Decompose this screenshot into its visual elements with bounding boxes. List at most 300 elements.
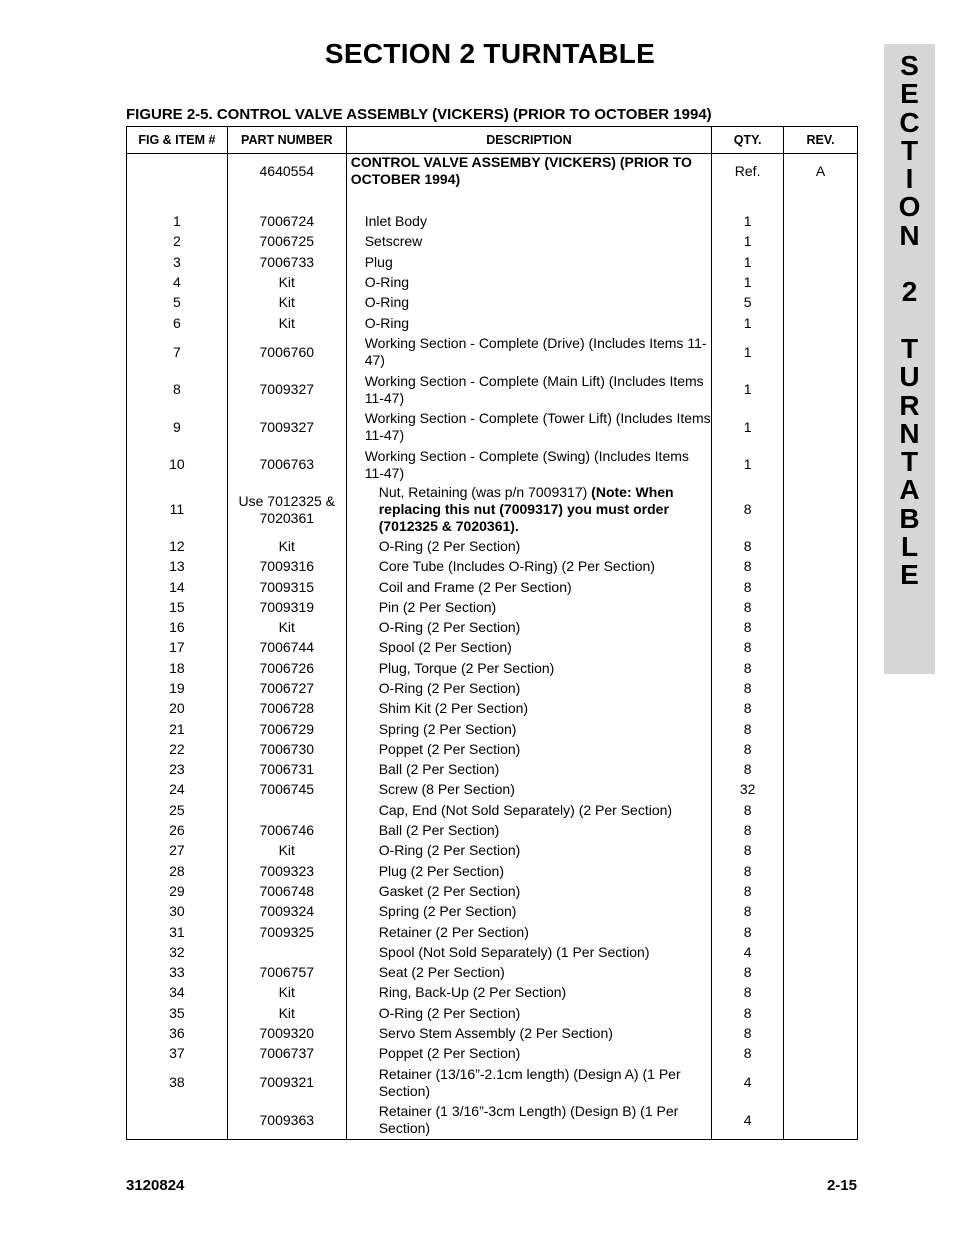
description-cell <box>346 881 711 901</box>
item-number-cell: 16 <box>127 617 228 637</box>
table-row <box>127 1003 858 1023</box>
rev-cell <box>784 577 858 597</box>
table-row <box>127 446 858 484</box>
table-row <box>127 272 858 292</box>
part-number-cell <box>227 942 346 962</box>
description-label: Spring (2 Per Section) <box>378 720 517 737</box>
page-title: SECTION 2 TURNTABLE <box>324 38 656 69</box>
part-number-cell: 7006746 <box>227 820 346 840</box>
description-cell <box>346 272 711 292</box>
item-number-cell <box>127 1102 228 1140</box>
description-cell <box>346 408 711 446</box>
description-cell <box>346 739 711 759</box>
table-row <box>127 1044 858 1064</box>
table-row <box>127 212 858 232</box>
side-tab-letter: S <box>900 50 919 81</box>
side-tab-letter: T <box>900 332 919 364</box>
item-number-cell: 27 <box>127 841 228 861</box>
description-cell <box>346 333 711 371</box>
part-number-cell: 7006725 <box>227 232 346 252</box>
description-label: Plug <box>364 253 393 270</box>
item-number-cell: 3 <box>127 252 228 272</box>
qty-cell: 1 <box>712 371 784 409</box>
item-number-cell: 34 <box>127 983 228 1003</box>
rev-cell <box>784 1044 858 1064</box>
qty-cell: Ref. <box>712 154 784 189</box>
part-number-cell: 7006744 <box>227 638 346 658</box>
part-number-cell: 7006763 <box>227 446 346 484</box>
description-cell <box>346 557 711 577</box>
description-label: Screw (8 Per Section) <box>378 781 515 798</box>
rev-cell <box>784 408 858 446</box>
qty-cell: 8 <box>712 760 784 780</box>
rev-cell <box>784 557 858 577</box>
qty-cell: 1 <box>712 232 784 252</box>
document-number: 3120824 <box>126 1177 185 1194</box>
description-cell <box>346 780 711 800</box>
part-number-cell: 7006730 <box>227 739 346 759</box>
rev-cell <box>784 212 858 232</box>
description-text <box>347 484 711 535</box>
parts-table <box>126 126 858 1140</box>
description-text <box>347 233 711 250</box>
part-number-cell: Use 7012325 & 7020361 <box>227 483 346 536</box>
qty-cell: 8 <box>712 922 784 942</box>
part-number-cell: 7009315 <box>227 577 346 597</box>
description-text <box>347 863 711 880</box>
part-number-cell: Kit <box>227 1003 346 1023</box>
description-text <box>347 579 711 596</box>
rev-cell <box>784 820 858 840</box>
qty-cell: 4 <box>712 1064 784 1102</box>
spacer-cell <box>227 189 346 212</box>
rev-cell <box>784 780 858 800</box>
item-number-cell: 19 <box>127 678 228 698</box>
table-row <box>127 760 858 780</box>
spacer-cell <box>346 189 711 212</box>
rev-cell <box>784 232 858 252</box>
description-label: O-Ring <box>364 294 410 311</box>
part-number-cell: 7006727 <box>227 678 346 698</box>
side-tab-letter: U <box>899 361 920 393</box>
part-number-cell: 7006737 <box>227 1044 346 1064</box>
qty-cell: 8 <box>712 963 784 983</box>
side-tab-letter: C <box>899 106 920 138</box>
spacer-cell <box>712 189 784 212</box>
qty-cell: 8 <box>712 861 784 881</box>
description-text <box>347 1066 711 1100</box>
part-number-cell: 7009327 <box>227 371 346 409</box>
rev-cell <box>784 371 858 409</box>
description-text <box>347 700 711 717</box>
table-row <box>127 922 858 942</box>
description-text <box>347 315 711 332</box>
item-number-cell: 10 <box>127 446 228 484</box>
rev-cell <box>784 333 858 371</box>
description-label: Working Section - Complete (Main Lift) (Includes Items 11-47) <box>364 372 704 406</box>
item-number-cell: 2 <box>127 232 228 252</box>
qty-cell: 8 <box>712 536 784 556</box>
description-label: Servo Stem Assembly (2 Per Section) <box>378 1025 613 1042</box>
rev-cell <box>784 861 858 881</box>
description-label: Retainer (1 3/16”-3cm Length) (Design B) (1 Per Section) <box>378 1103 679 1136</box>
table-row <box>127 881 858 901</box>
rev-cell <box>784 760 858 780</box>
item-number-cell: 20 <box>127 699 228 719</box>
description-cell <box>346 963 711 983</box>
description-label: Gasket (2 Per Section) <box>378 882 521 899</box>
part-number-cell: 7009319 <box>227 597 346 617</box>
header-rev: REV. <box>784 127 858 154</box>
description-cell <box>346 1064 711 1102</box>
description-label: Retainer (13/16”-2.1cm length) (Design A) (1 Per Section) <box>378 1065 681 1099</box>
table-row <box>127 1023 858 1043</box>
description-text <box>347 984 711 1001</box>
table-row <box>127 557 858 577</box>
rev-cell <box>784 1102 858 1140</box>
item-number-cell: 36 <box>127 1023 228 1043</box>
side-tab-letter <box>884 307 935 335</box>
item-number-cell: 30 <box>127 902 228 922</box>
description-cell <box>346 617 711 637</box>
table-row <box>127 252 858 272</box>
item-number-cell: 4 <box>127 272 228 292</box>
description-label: Spool (2 Per Section) <box>378 639 512 656</box>
table-row <box>127 861 858 881</box>
qty-cell: 1 <box>712 212 784 232</box>
rev-cell <box>784 739 858 759</box>
description-cell <box>346 638 711 658</box>
part-number-cell: 7006745 <box>227 780 346 800</box>
description-label: Shim Kit (2 Per Section) <box>378 700 529 717</box>
description-text <box>347 254 711 271</box>
rev-cell <box>784 881 858 901</box>
qty-cell: 8 <box>712 983 784 1003</box>
part-number-cell: Kit <box>227 841 346 861</box>
description-label: Ring, Back-Up (2 Per Section) <box>378 984 567 1001</box>
description-label: O-Ring <box>364 274 410 291</box>
rev-cell <box>784 638 858 658</box>
item-number-cell: 33 <box>127 963 228 983</box>
item-number-cell: 29 <box>127 881 228 901</box>
qty-cell: 8 <box>712 678 784 698</box>
qty-cell: 8 <box>712 658 784 678</box>
side-tab-letter: N <box>899 219 920 251</box>
side-tab-letter: T <box>900 446 919 478</box>
description-text <box>347 944 711 961</box>
part-number-cell: 7009323 <box>227 861 346 881</box>
side-tab-letter: O <box>898 191 921 223</box>
side-tab-letter: 2 <box>901 276 918 308</box>
description-cell <box>346 212 711 232</box>
description-label: Seat (2 Per Section) <box>378 964 505 981</box>
item-number-cell: 31 <box>127 922 228 942</box>
table-row <box>127 841 858 861</box>
figure-title: FIGURE 2-5. CONTROL VALVE ASSEMBLY (VICKERS) (PRIOR TO OCTOBER 1994) <box>126 106 712 123</box>
description-text <box>347 448 711 482</box>
qty-cell: 8 <box>712 617 784 637</box>
item-number-cell: 13 <box>127 557 228 577</box>
description-cell <box>346 699 711 719</box>
table-row <box>127 963 858 983</box>
item-number-cell: 35 <box>127 1003 228 1023</box>
description-label: Retainer (2 Per Section) <box>378 923 529 940</box>
rev-cell <box>784 483 858 536</box>
table-row <box>127 483 858 536</box>
qty-cell: 8 <box>712 1044 784 1064</box>
item-number-cell: 38 <box>127 1064 228 1102</box>
item-number-cell: 7 <box>127 333 228 371</box>
description-cell <box>346 1044 711 1064</box>
qty-cell: 8 <box>712 739 784 759</box>
qty-cell: 5 <box>712 293 784 313</box>
qty-cell: 1 <box>712 252 784 272</box>
description-text <box>347 335 711 369</box>
item-number-cell: 25 <box>127 800 228 820</box>
description-cell <box>346 922 711 942</box>
part-number-cell: 7006726 <box>227 658 346 678</box>
item-number-cell: 28 <box>127 861 228 881</box>
description-label: O-Ring (2 Per Section) <box>378 537 521 554</box>
part-number-cell: 7009321 <box>227 1064 346 1102</box>
description-label: Ball (2 Per Section) <box>378 822 500 839</box>
side-tab-letter: E <box>900 78 919 110</box>
table-row <box>127 942 858 962</box>
description-label: CONTROL VALVE ASSEMBY (VICKERS) (PRIOR TO OCTOBER 1994) <box>350 154 692 188</box>
description-label: O-Ring (2 Per Section) <box>378 680 521 696</box>
side-tab-letter: L <box>900 531 919 563</box>
rev-cell <box>784 699 858 719</box>
description-cell <box>346 577 711 597</box>
item-number-cell: 8 <box>127 371 228 409</box>
rev-cell <box>784 272 858 292</box>
description-text <box>347 154 711 188</box>
spacer-cell <box>784 189 858 212</box>
header-description: DESCRIPTION <box>346 127 711 154</box>
description-text <box>347 924 711 941</box>
spacer-cell <box>127 189 228 212</box>
part-number-cell: 7006748 <box>227 881 346 901</box>
rev-cell <box>784 1003 858 1023</box>
description-label: Working Section - Complete (Tower Lift) (Includes Items 11-47) <box>364 410 711 444</box>
description-cell <box>346 536 711 556</box>
header-fig-item: FIG & ITEM # <box>127 127 228 154</box>
description-text <box>347 1045 711 1062</box>
qty-cell: 8 <box>712 557 784 577</box>
description-text <box>347 410 711 444</box>
description-text <box>347 781 711 798</box>
side-tab-letter <box>884 250 935 278</box>
description-label: Poppet (2 Per Section) <box>378 1045 521 1062</box>
description-text <box>347 680 711 697</box>
description-text <box>347 660 711 677</box>
parts-table-body <box>127 154 858 1140</box>
qty-cell: 1 <box>712 446 784 484</box>
item-number-cell: 1 <box>127 212 228 232</box>
description-label: Working Section - Complete (Drive) (Includes Items 11-47) <box>364 335 707 369</box>
qty-cell: 8 <box>712 719 784 739</box>
description-cell <box>346 597 711 617</box>
description-label: Cap, End (Not Sold Separately) (2 Per Section) <box>378 801 673 818</box>
qty-cell: 32 <box>712 780 784 800</box>
qty-cell: 8 <box>712 881 784 901</box>
qty-cell: 8 <box>712 841 784 861</box>
part-number-cell: Kit <box>227 536 346 556</box>
description-text <box>347 761 711 778</box>
description-label: Poppet (2 Per Section) <box>378 740 521 757</box>
description-label: Nut, Retaining (was p/n 7009317) <box>378 484 592 501</box>
item-number-cell: 26 <box>127 820 228 840</box>
rev-cell <box>784 658 858 678</box>
description-text <box>347 822 711 839</box>
header-part-number: PART NUMBER <box>227 127 346 154</box>
item-number-cell: 37 <box>127 1044 228 1064</box>
part-number-cell: 7006733 <box>227 252 346 272</box>
item-number-cell: 24 <box>127 780 228 800</box>
table-row <box>127 820 858 840</box>
description-text <box>347 1103 711 1137</box>
rev-cell <box>784 446 858 484</box>
description-text <box>347 538 711 555</box>
description-text <box>347 964 711 981</box>
part-number-cell: 7006757 <box>227 963 346 983</box>
qty-cell: 8 <box>712 1003 784 1023</box>
description-cell <box>346 820 711 840</box>
qty-cell: 8 <box>712 638 784 658</box>
description-cell <box>346 483 711 536</box>
item-number-cell: 32 <box>127 942 228 962</box>
table-row <box>127 617 858 637</box>
part-number-cell: 7006760 <box>227 333 346 371</box>
description-cell <box>346 942 711 962</box>
item-number-cell: 22 <box>127 739 228 759</box>
table-row <box>127 333 858 371</box>
rev-cell <box>784 313 858 333</box>
description-text <box>347 721 711 738</box>
description-label: O-Ring (2 Per Section) <box>378 619 521 636</box>
description-label: Working Section - Complete (Swing) (Includes Items 11-47) <box>364 447 689 481</box>
description-cell <box>346 1003 711 1023</box>
table-row <box>127 699 858 719</box>
item-number-cell: 23 <box>127 760 228 780</box>
side-tab-letters <box>884 52 935 590</box>
section-side-tab <box>884 44 935 674</box>
item-number-cell: 14 <box>127 577 228 597</box>
side-tab-letter: T <box>900 134 919 166</box>
part-number-cell: Kit <box>227 983 346 1003</box>
rev-cell <box>784 922 858 942</box>
header-qty: QTY. <box>712 127 784 154</box>
rev-cell <box>784 1064 858 1102</box>
part-number-cell: Kit <box>227 617 346 637</box>
item-number-cell: 12 <box>127 536 228 556</box>
description-label: Inlet Body <box>364 213 427 230</box>
side-tab-letter: I <box>905 163 914 195</box>
table-row <box>127 983 858 1003</box>
part-number-cell: 7009324 <box>227 902 346 922</box>
side-tab-letter: R <box>899 389 920 421</box>
description-text <box>347 1025 711 1042</box>
table-row <box>127 739 858 759</box>
item-number-cell: 18 <box>127 658 228 678</box>
rev-cell <box>784 293 858 313</box>
description-cell <box>346 371 711 409</box>
part-number-cell: Kit <box>227 293 346 313</box>
table-row <box>127 536 858 556</box>
rev-cell <box>784 536 858 556</box>
description-text <box>347 274 711 291</box>
table-row <box>127 232 858 252</box>
table-row <box>127 902 858 922</box>
part-number-cell: 4640554 <box>227 154 346 189</box>
rev-cell <box>784 800 858 820</box>
description-label: Ball (2 Per Section) <box>378 761 500 778</box>
description-label: Plug (2 Per Section) <box>378 862 504 879</box>
qty-cell: 8 <box>712 483 784 536</box>
description-cell <box>346 154 711 189</box>
description-label: Core Tube (Includes O-Ring) (2 Per Section) <box>378 558 655 575</box>
description-label: Pin (2 Per Section) <box>378 598 497 615</box>
description-text <box>347 373 711 407</box>
part-number-cell: 7009320 <box>227 1023 346 1043</box>
table-row <box>127 658 858 678</box>
part-number-cell <box>227 800 346 820</box>
table-row <box>127 371 858 409</box>
description-label: Coil and Frame (2 Per Section) <box>378 578 572 595</box>
table-row <box>127 638 858 658</box>
rev-cell <box>784 719 858 739</box>
description-cell <box>346 1023 711 1043</box>
table-row <box>127 154 858 189</box>
table-spacer-row <box>127 189 858 212</box>
qty-cell: 8 <box>712 699 784 719</box>
description-cell <box>346 252 711 272</box>
side-tab-letter: A <box>899 474 920 506</box>
description-text <box>347 903 711 920</box>
table-row <box>127 678 858 698</box>
rev-cell <box>784 963 858 983</box>
table-row <box>127 597 858 617</box>
table-row <box>127 577 858 597</box>
description-cell <box>346 658 711 678</box>
description-text <box>347 294 711 311</box>
description-cell <box>346 719 711 739</box>
description-label: Spring (2 Per Section) <box>378 903 517 920</box>
description-text <box>347 619 711 636</box>
rev-cell <box>784 678 858 698</box>
item-number-cell: 15 <box>127 597 228 617</box>
side-tab-letter: B <box>899 502 920 534</box>
description-label: O-Ring (2 Per Section) <box>378 842 521 859</box>
description-label: Spool (Not Sold Separately) (1 Per Section) <box>378 943 650 960</box>
item-number-cell: 6 <box>127 313 228 333</box>
item-number-cell: 11 <box>127 483 228 536</box>
table-row <box>127 780 858 800</box>
table-row <box>127 1102 858 1140</box>
description-text <box>347 599 711 616</box>
part-number-cell: 7006728 <box>227 699 346 719</box>
description-cell <box>346 678 711 698</box>
rev-cell <box>784 902 858 922</box>
table-row <box>127 293 858 313</box>
part-number-cell: Kit <box>227 272 346 292</box>
part-number-cell: 7006731 <box>227 760 346 780</box>
table-header-row <box>127 127 858 154</box>
qty-cell: 8 <box>712 597 784 617</box>
item-number-cell: 21 <box>127 719 228 739</box>
part-number-cell: 7009363 <box>227 1102 346 1140</box>
qty-cell: 1 <box>712 408 784 446</box>
